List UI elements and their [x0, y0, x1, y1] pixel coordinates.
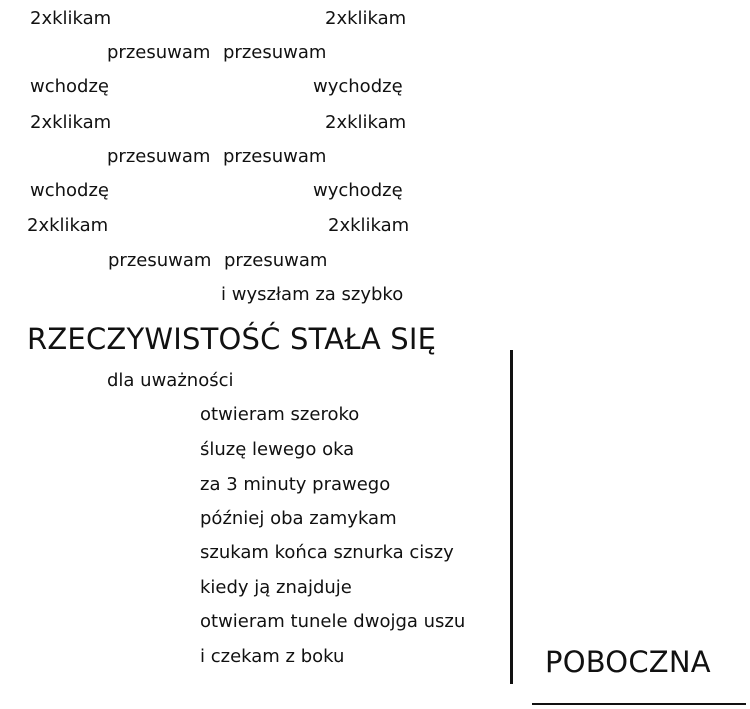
stanza-line: śluzę lewego oka [200, 439, 355, 460]
line-2xklikam-left: 2xklikam [30, 8, 112, 29]
line-przesuwam-left: przesuwam [107, 146, 211, 167]
vertical-divider [510, 350, 513, 684]
line-wychodze: wychodzę [313, 180, 403, 201]
stanza-line: później oba zamykam [200, 508, 397, 529]
line-przesuwam-left: przesuwam [107, 42, 211, 63]
poem-subheading: dla uważności [107, 370, 234, 391]
line-wchodze: wchodzę [30, 180, 109, 201]
stanza-line: i czekam z boku [200, 646, 345, 667]
stanza-line: za 3 minuty prawego [200, 474, 391, 495]
line-2xklikam-right: 2xklikam [328, 215, 410, 236]
side-word: POBOCZNA [545, 645, 711, 679]
line-2xklikam-left: 2xklikam [30, 112, 112, 133]
stanza-line: szukam końca sznurka ciszy [200, 542, 454, 563]
line-2xklikam-left: 2xklikam [27, 215, 109, 236]
line-wychodze: wychodzę [313, 76, 403, 97]
line-przesuwam-right: przesuwam [223, 42, 327, 63]
stanza-line: otwieram szeroko [200, 404, 360, 425]
line-2xklikam-right: 2xklikam [325, 112, 407, 133]
line-przesuwam-left: przesuwam [108, 250, 212, 271]
horizontal-divider [532, 703, 746, 705]
line-2xklikam-right: 2xklikam [325, 8, 407, 29]
line-exit: i wyszłam za szybko [221, 284, 404, 305]
stanza-line: kiedy ją znajduje [200, 577, 352, 598]
stanza-line: otwieram tunele dwojga uszu [200, 611, 466, 632]
line-przesuwam-right: przesuwam [224, 250, 328, 271]
poem-heading: RZECZYWISTOŚĆ STAŁA SIĘ [27, 322, 437, 356]
line-wchodze: wchodzę [30, 76, 109, 97]
line-przesuwam-right: przesuwam [223, 146, 327, 167]
